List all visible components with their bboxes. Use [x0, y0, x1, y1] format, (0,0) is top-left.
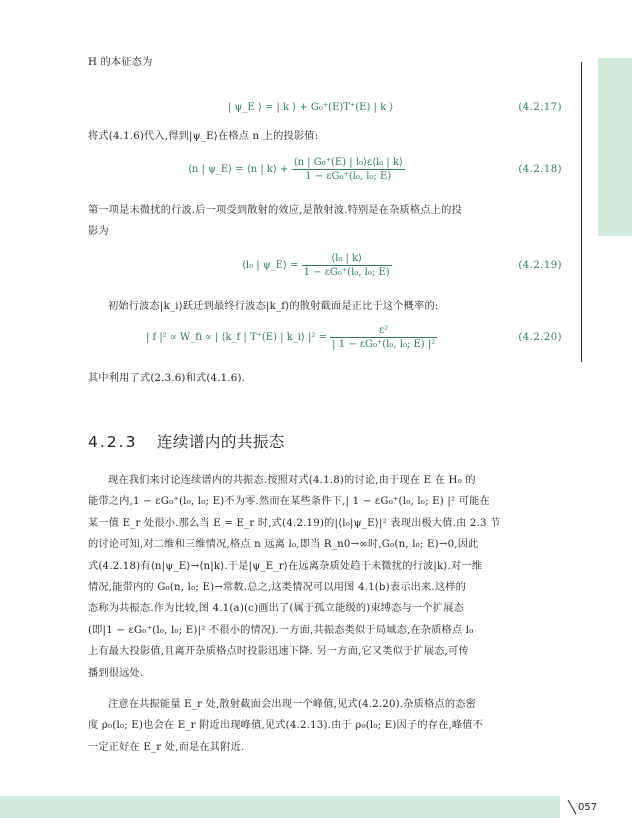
text-line: 影为 [88, 226, 109, 238]
equation-number: (4.2.20) [518, 332, 562, 343]
side-tab [598, 58, 632, 236]
text-line: 将式(4.1.6)代入,得到|ψ_E⟩在格点 n 上的投影值: [88, 131, 319, 142]
text-line: 上有最大投影值,且离开杂质格点时投影迅速下降. 另一方面,它又类似于扩展态,可传 [88, 646, 469, 658]
equation-number: (4.2.17) [518, 102, 562, 113]
equation-number: (4.2.18) [518, 164, 562, 175]
text-line: 能带之内,1 − εG₀⁺(l₀, l₀; E)不为零.然而在某些条件下,| 1 − εG₀⁺(l₀, l₀; E) |² 可能在 [88, 496, 490, 508]
equation-4-2-20 [100, 324, 570, 354]
equation-body: | ψ_E ⟩ = | k ⟩ + G₀⁺(E)T⁺(E) | k ⟩ [228, 102, 394, 113]
equation-number: (4.2.19) [518, 260, 562, 271]
text-line: 现在我们来讨论连续谱内的共振态.按照对式(4.1.8)的讨论,由于现在 E 在 H₀ 的 [108, 475, 476, 486]
paragraph-intro [88, 52, 570, 73]
text-line: 其中利用了式(2.3.6)和式(4.1.6). [88, 373, 246, 384]
text-line: H 的本征态为 [88, 57, 153, 68]
paragraph-c [88, 296, 570, 317]
equation-4-2-17 [100, 98, 570, 128]
fraction [292, 156, 405, 183]
equation-body [188, 156, 405, 183]
text-line: 情况,能带内的 G₀(n, l₀; E)→常数.总之,这类情况可以用图 4.1(b)表示出来.这样的 [88, 582, 466, 594]
equation-lhs: ⟨l₀ | ψ_E⟩ = [242, 260, 302, 271]
section-heading [88, 430, 285, 452]
fraction-denominator: | 1 − εG₀⁺(l₀, l₀; E) |² [332, 339, 436, 350]
text-line: 初始行波态|k_i⟩跃迁到最终行波态|k_f⟩的散射截面是正比于这个概率的: [108, 301, 439, 312]
text-line: 某一值 E_r 处很小.那么当 E = E_r 时,式(4.2.19)的|⟨l₀|ψ_E⟩|² 表现出极大值.由 2.3 节 [88, 517, 501, 529]
fraction-denominator: 1 − εG₀⁺(l₀, l₀; E) [303, 267, 390, 278]
paragraph-e [88, 470, 570, 684]
text-line: 的讨论可知,对二维和三维情况,格点 n 远离 l₀,即当 R_n0→∞时,G₀(n, l₀; E)→0,因此 [88, 539, 479, 551]
fraction-numerator: ⟨n | G₀⁺(E) | l₀⟩ε⟨l₀ | k⟩ [293, 157, 403, 168]
paragraph-f [88, 694, 570, 758]
paragraph-a [88, 126, 570, 147]
page-number-text: 057 [578, 802, 598, 813]
fraction-numerator: ⟨l₀ | k⟩ [302, 252, 392, 266]
paragraph-d [88, 368, 570, 389]
fraction-numerator: ε² [330, 324, 437, 338]
page-number-slash-icon [566, 796, 578, 818]
paragraph-b [88, 200, 570, 243]
text-line: (即|1 − εG₀⁺(l₀, l₀; E)|² 不很小的情况).一方面,共振态类似于局域态,在杂质格点 l₀ [88, 624, 474, 636]
footer-band [0, 796, 560, 818]
equation-lhs: ⟨n | ψ_E⟩ = ⟨n | k⟩ + [188, 164, 292, 175]
text-line: 态称为共振态.作为比较,图 4.1(a)(c)画出了(属于孤立能级的)束缚态与一个扩展态 [88, 603, 464, 615]
text-line: 式(4.2.18)有⟨n|ψ_E⟩→⟨n|k⟩.于是|ψ_E_r⟩在远离杂质处趋于未微扰的行波|k⟩.对一维 [88, 560, 483, 572]
equation-4-2-18 [100, 156, 570, 186]
equation-body [146, 324, 437, 351]
equation-4-2-19 [100, 252, 570, 282]
margin-rule [581, 62, 582, 362]
text-line: 一定正好在 E_r 处,而是在其附近. [88, 741, 245, 753]
equation-body [242, 252, 392, 279]
text-line: 播到很远处. [88, 667, 144, 679]
fraction [330, 324, 437, 351]
page-number [566, 796, 632, 818]
fraction [302, 252, 392, 279]
section-number: 4.2.3 [88, 433, 138, 451]
text-line: 第一项是未微扰的行波.后一项受到散射的效应,是散射波.特别是在杂质格点上的投 [88, 205, 462, 216]
fraction-denominator: 1 − εG₀⁺(l₀, l₀; E) [305, 171, 392, 182]
text-line: 注意在共振能量 E_r 处,散射截面会出现一个峰值,见式(4.2.20).杂质格点的态密 [108, 699, 476, 710]
equation-lhs: | f |² ∝ W_fi ∝ | ⟨k_f | T⁺(E) | k_i⟩ |² = [146, 332, 331, 343]
text-line: 度 ρ₀(l₀; E)也会在 E_r 附近出现峰值,见式(4.2.13).由于 ρ₀(l₀; E)因子的存在,峰值不 [88, 720, 484, 732]
section-title: 连续谱内的共振态 [156, 433, 285, 451]
